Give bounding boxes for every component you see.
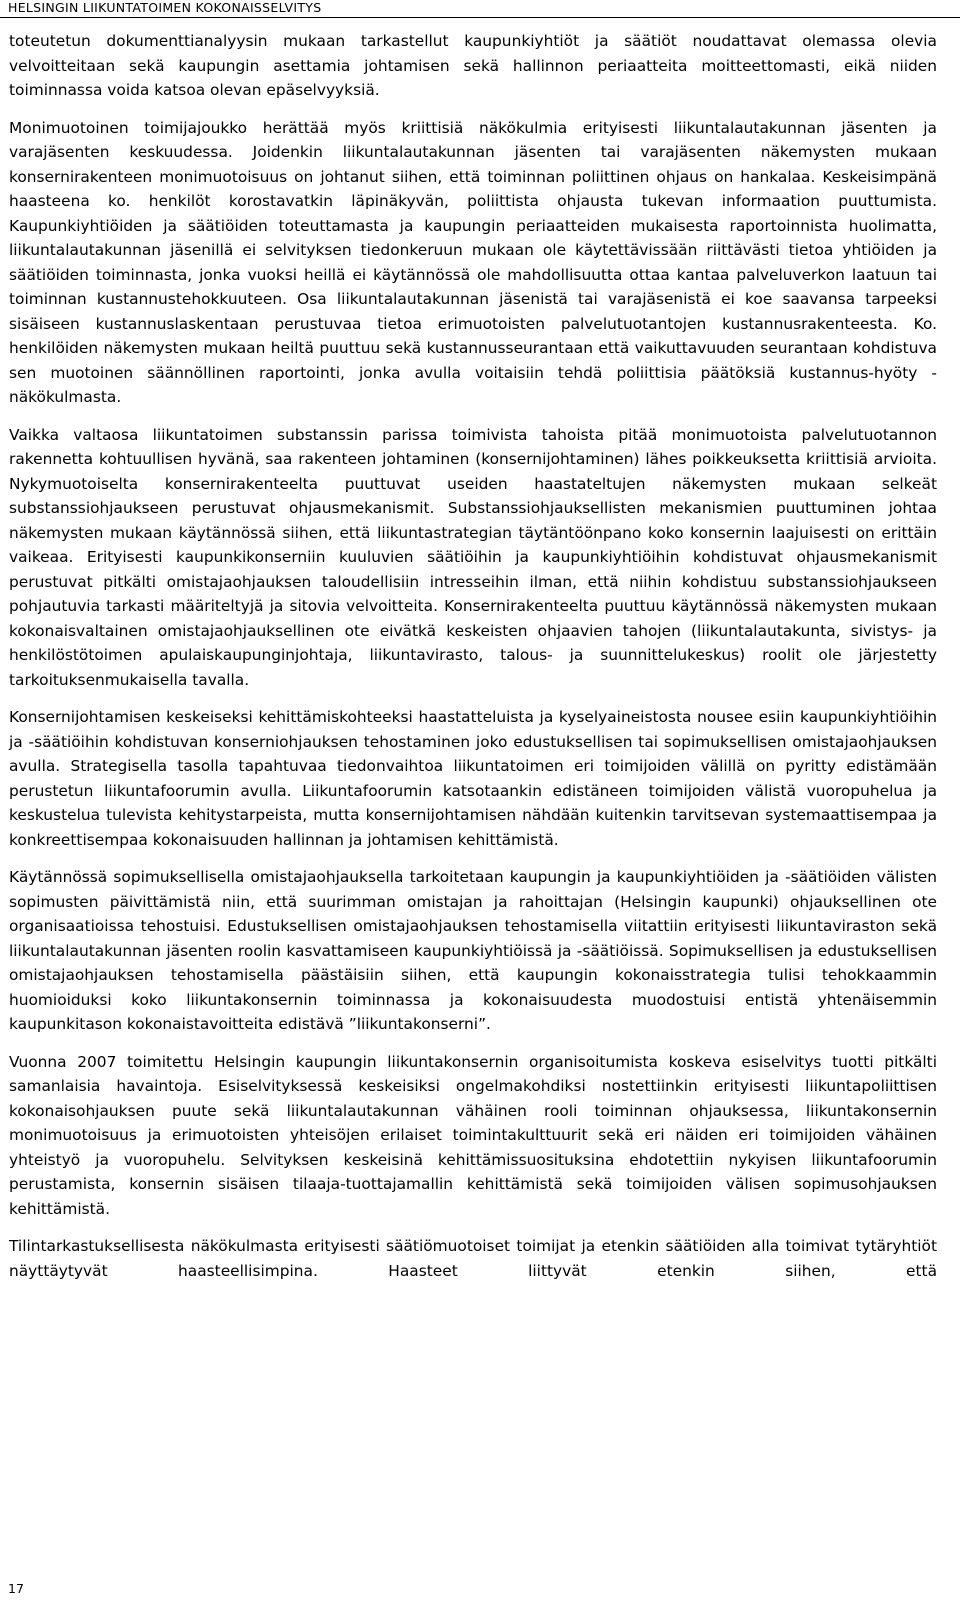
running-header: HELSINGIN LIIKUNTATOIMEN KOKONAISSELVITYS (8, 0, 322, 15)
document-body (9, 29, 937, 1296)
header-divider (0, 17, 960, 18)
paragraph: Vaikka valtaosa liikuntatoimen substanssin parissa toimivista tahoista pitää monimuotoista palvelutuotannon rakennetta kohtuullisen hyvänä, saa rakenteen johtaminen (konsernijohtaminen) lähes poikkeuksetta kriittisiä arvioita. Nykymuotoiselta konsernirakenteelta puuttuvat useiden haastateltujen näkemysten mukaan selkeät substanssiohjaukseen perustuvat ohjausmekanismit. Substanssiohjauksellisten mekanismien puuttuminen johtaa näkemysten mukaan käytännössä siihen, että liikuntastrategian täytäntöönpano koko konsernin laajuisesti on erittäin vaikeaa. Erityisesti kaupunkikonserniin kuuluvien säätiöihin ja kaupunkiyhtiöihin kohdistuvat ohjausmekanismit perustuvat pitkälti omistajaohjauksen taloudellisiin intresseihin ilman, että niihin kohdistuu substanssiohjaukseen pohjautuvia tarkasti määriteltyjä ja sitovia velvoitteita. Konsernirakenteelta puuttuu käytännössä näkemysten mukaan kokonaisvaltainen omistajaohjauksellinen ote eivätkä keskeisten ohjaavien tahojen (liikuntalautakunta, sivistys- ja henkilöstötoimen apulaiskaupunginjohtaja, liikuntavirasto, talous- ja suunnittelukeskus) roolit ole järjestetty tarkoituksenmukaisella tavalla. (9, 425, 937, 689)
paragraph: Monimuotoinen toimijajoukko herättää myös kriittisiä näkökulmia erityisesti liikuntalautakunnan jäsenten ja varajäsenten keskuudessa. Joidenkin liikuntalautakunnan jäsenten tai varajäsenten näkemysten mukaan konsernirakenteen monimuotoisuus on johtanut siihen, että toiminnan poliittinen ohjaus on hankalaa. Keskeisimpänä haasteena ko. henkilöt korostavatkin läpinäkyvän, poliittista ohjausta tukevan informaation puuttumista. Kaupunkiyhtiöiden ja säätiöiden toteuttamasta ja kaupungin periaatteiden mukaisesta raportoinnista huolimatta, liikuntalautakunnan jäsenillä ei selvityksen tiedonkeruun mukaan ole käytettävissään riittävästi tietoa yhtiöiden ja säätiöiden toiminnasta, jonka vuoksi heillä ei käytännössä ole mahdollisuutta ottaa kantaa palveluverkon laatuun tai toiminnan kustannustehokkuuteen. Osa liikuntalautakunnan jäsenistä tai varajäsenistä ei koe saavansa tarpeeksi sisäiseen kustannuslaskentaan perustuvaa tietoa erimuotoisten palvelutuotantojen kustannusrakenteesta. Ko. henkilöiden näkemysten mukaan heiltä puuttuu sekä kustannusseurantaan että vaikuttavuuden seurantaan kohdistuva sen muotoinen säännöllinen raportointi, jonka avulla voitaisiin tehdä poliittisia päätöksiä kustannus-hyöty -näkökulmasta. (9, 118, 937, 406)
paragraph: Konsernijohtamisen keskeiseksi kehittämiskohteeksi haastatteluista ja kyselyaineistosta nousee esiin kaupunkiyhtiöihin ja -säätiöihin kohdistuvan konserniohjauksen tehostaminen joko edustuksellisen tai sopimuksellisen omistajaohjauksen avulla. Strategisella tasolla tapahtuvaa tiedonvaihtoa liikuntatoimen eri toimijoiden välillä on pyritty edistämään perustetun liikuntafoorumin avulla. Liikuntafoorumin katsotaankin edistäneen toimijoiden välistä vuoropuhelua ja keskustelua tulevista kehitystarpeista, mutta konsernijohtamisen nähdään kuitenkin tarvitsevan systemaattisempaa ja konkreettisempaa kokonaisuuden hallinnan ja johtamisen kehittämistä. (9, 708, 937, 849)
paragraph: toteutetun dokumenttianalyysin mukaan tarkastellut kaupunkiyhtiöt ja säätiöt noudattavat olemassa olevia velvoitteitaan sekä kaupungin asettamia johtamisen sekä hallinnon periaatteita moitteettomasti, eikä niiden toiminnassa voida katsoa olevan epäselvyyksiä. (9, 32, 937, 99)
page-number: 17 (8, 1581, 24, 1596)
paragraph: Tilintarkastuksellisesta näkökulmasta erityisesti säätiömuotoiset toimijat ja etenkin säätiöiden alla toimivat tytäryhtiöt näyttäytyvät haasteellisimpina. Haasteet liittyvät etenkin siihen, että (9, 1237, 937, 1280)
paragraph: Vuonna 2007 toimitettu Helsingin kaupungin liikuntakonsernin organisoitumista koskeva esiselvitys tuotti pitkälti samanlaisia havaintoja. Esiselvityksessä keskeisiksi ongelmakohdiksi nostettiinkin erityisesti liikuntapoliittisen kokonaisohjauksen puute sekä liikuntalautakunnan vähäinen rooli toiminnan ohjauksessa, liikuntakonsernin monimuotoisuus ja erimuotoisten yhteisöjen erilaiset toimintakulttuurit sekä eri näiden eri toimijoiden vähäinen yhteistyö ja vuoropuhelu. Selvityksen keskeisinä kehittämissuosituksina ehdotettiin nykyisen liikuntafoorumin perustamista, konsernin sisäisen tilaaja-tuottajamallin kehittämistä sekä toimijoiden välisen sopimusohjauksen kehittämistä. (9, 1052, 937, 1218)
paragraph: Käytännössä sopimuksellisella omistajaohjauksella tarkoitetaan kaupungin ja kaupunkiyhtiöiden ja -säätiöiden välisten sopimusten päivittämistä niin, että suurimman omistajan ja rahoittajan (Helsingin kaupunki) ohjauksellinen ote organisaatioissa tehostuisi. Edustuksellisen omistajaohjauksen tehostamisella viitattiin erityisesti liikuntaviraston sekä liikuntalautakunnan jäsenten roolin kasvattamiseen kaupunkiyhtiöissä ja -säätiöissä. Sopimuksellisen ja edustuksellisen omistajaohjauksen tehostamisella päästäisiin siihen, että kaupungin kokonaisstrategia tulisi tehokkaammin huomioiduksi koko liikuntakonsernin toiminnassa ja kokonaisuudesta muodostuisi entistä yhtenäisemmin kaupunkitason kokonaistavoitteita edistävä ”liikuntakonserni”. (9, 868, 937, 1033)
